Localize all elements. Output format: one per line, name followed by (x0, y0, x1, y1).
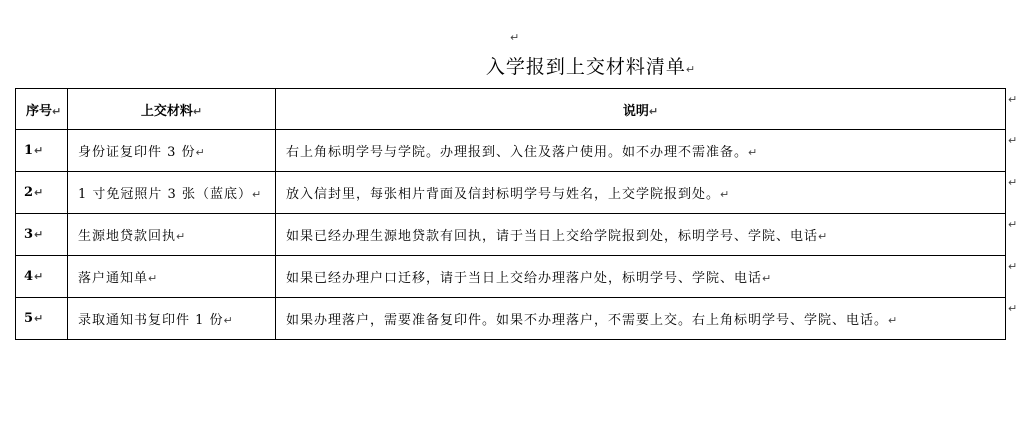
row-number: 1↵ (16, 130, 68, 172)
table-row (16, 172, 1006, 214)
materials-table (15, 88, 1006, 340)
note-cell: 如果办理落户，需要准备复印件。如果不办理落户，不需要上交。右上角标明学号、学院、电话。↵ (276, 298, 1006, 340)
document-title: 入学报到上交材料清单 (485, 56, 686, 78)
paragraph-mark: ↵ (685, 63, 697, 76)
material-cell: 1 寸免冠照片 3 张（蓝底）↵ (68, 172, 276, 214)
header-cell-material: 上交材料↵ (68, 89, 276, 130)
paragraph-mark: ↵ (1008, 302, 1018, 315)
paragraph-mark: ↵ (510, 31, 520, 44)
material-cell: 生源地贷款回执↵ (68, 214, 276, 256)
table-row (16, 256, 1006, 298)
row-number: 3↵ (16, 214, 68, 256)
table-row (16, 214, 1006, 256)
paragraph-mark: ↵ (1008, 134, 1018, 147)
row-number: 4↵ (16, 256, 68, 298)
header-cell-note: 说明↵ (276, 89, 1006, 130)
material-cell: 落户通知单↵ (68, 256, 276, 298)
table-header-row (16, 89, 1006, 130)
table-row (16, 130, 1006, 172)
note-cell: 放入信封里，每张相片背面及信封标明学号与姓名，上交学院报到处。↵ (276, 172, 1006, 214)
paragraph-mark: ↵ (1008, 176, 1018, 189)
material-cell: 身份证复印件 3 份↵ (68, 130, 276, 172)
note-cell: 右上角标明学号与学院。办理报到、入住及落户使用。如不办理不需准备。↵ (276, 130, 1006, 172)
row-number: 5↵ (16, 298, 68, 340)
paragraph-mark: ↵ (1008, 260, 1018, 273)
paragraph-mark: ↵ (1008, 218, 1018, 231)
paragraph-mark: ↵ (1008, 93, 1018, 106)
table-row (16, 298, 1006, 340)
note-cell: 如果已经办理户口迁移，请于当日上交给办理落户处，标明学号、学院、电话↵ (276, 256, 1006, 298)
note-cell: 如果已经办理生源地贷款有回执，请于当日上交给学院报到处，标明学号、学院、电话↵ (276, 214, 1006, 256)
document-title-line (0, 52, 1034, 79)
material-cell: 录取通知书复印件 1 份↵ (68, 298, 276, 340)
header-cell-no: 序号↵ (16, 89, 68, 130)
row-number: 2↵ (16, 172, 68, 214)
